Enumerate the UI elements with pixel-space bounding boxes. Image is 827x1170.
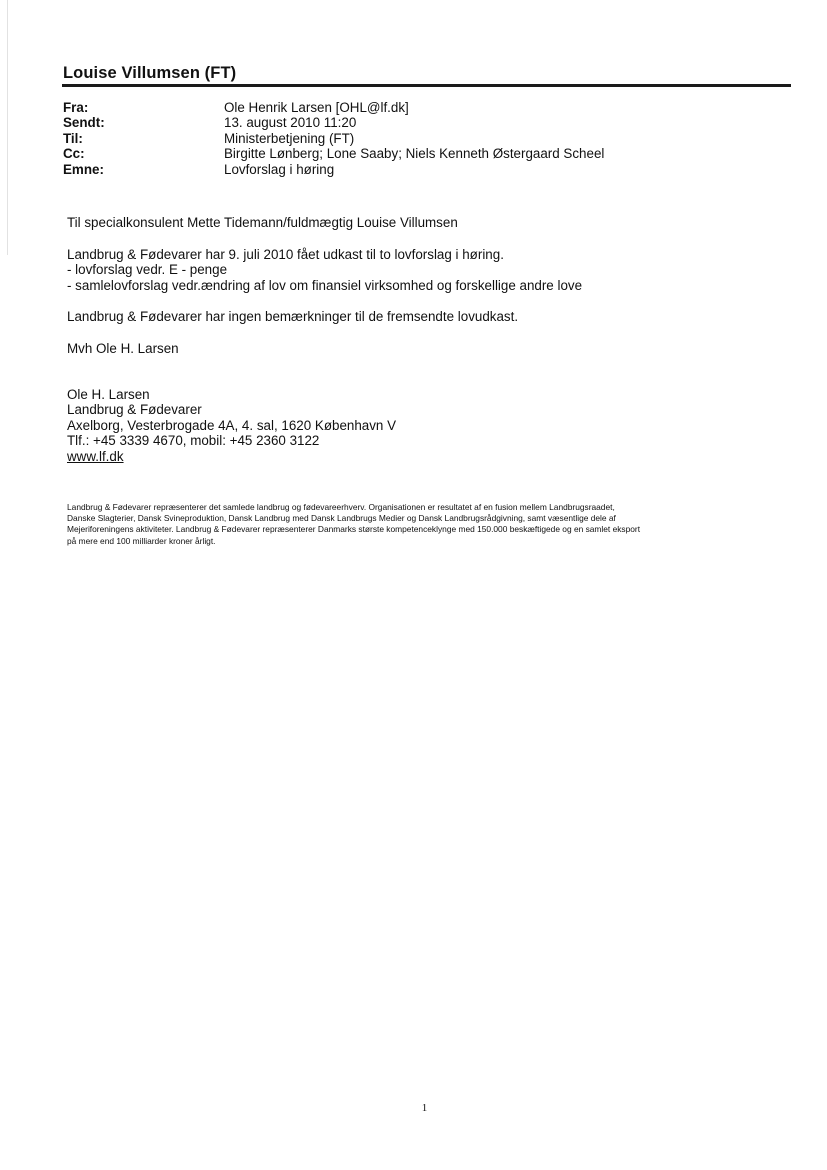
from-label: Fra: — [63, 100, 89, 115]
statement-paragraph: Landbrug & Fødevarer har ingen bemærkninger til de fremsendte lovudkast. — [67, 309, 519, 325]
subject-row — [63, 162, 783, 177]
sent-label: Sendt: — [63, 115, 105, 131]
signature-name: Ole H. Larsen — [67, 386, 150, 402]
signature-address: Axelborg, Vesterbrogade 4A, 4. sal, 1620 København V — [67, 417, 397, 433]
mailbox-owner-name: Louise Villumsen (FT) — [63, 64, 237, 82]
cc-label: Cc: — [63, 146, 85, 162]
sent-row — [63, 115, 783, 130]
list-item: - samlelovforslag vedr.ændring af lov om finansiel virksomhed og forskellige andre love — [67, 277, 583, 293]
from-row — [63, 100, 783, 115]
disclaimer-line: Landbrug & Fødevarer repræsenterer det samlede landbrug og fødevareerhverv. Organisationen er resultatet af en fusion mellem Landbrugsraadet, — [67, 502, 615, 512]
subject-value: Lovforslag i høring — [224, 161, 335, 177]
to-label: Til: — [63, 130, 83, 146]
email-header-fields — [63, 100, 783, 177]
signature-phone: Tlf.: +45 3339 4670, mobil: +45 2360 3122 — [67, 433, 320, 449]
disclaimer-line: på mere end 100 milliarder kroner årligt. — [67, 535, 216, 546]
disclaimer-line: Danske Slagterier, Dansk Svineproduktion, Dansk Landbrug med Dansk Landbrugs Medier og Dansk Landbrugsrådgivning, samt væsentlige dele af — [67, 513, 616, 524]
website-link[interactable]: www.lf.dk — [67, 448, 124, 464]
page-number: 1 — [421, 1102, 428, 1114]
cc-value: Birgitte Lønberg; Lone Saaby; Niels Kenneth Østergaard Scheel — [224, 146, 605, 162]
intro-paragraph: Landbrug & Fødevarer har 9. juli 2010 fået udkast til to lovforslag i høring. — [67, 246, 504, 262]
sent-value: 13. august 2010 11:20 — [224, 115, 357, 131]
email-body — [67, 215, 787, 465]
from-value: Ole Henrik Larsen [OHL@lf.dk] — [224, 100, 409, 115]
list-item: - lovforslag vedr. E - penge — [67, 262, 228, 278]
to-row — [63, 131, 783, 146]
signature-org: Landbrug & Fødevarer — [67, 402, 202, 418]
closing: Mvh Ole H. Larsen — [67, 340, 179, 356]
subject-label: Emne: — [63, 161, 104, 177]
scan-edge-line — [7, 0, 8, 255]
cc-row — [63, 146, 783, 161]
header-divider — [62, 84, 791, 87]
disclaimer-line: Mejeriforeningens aktiviteter. Landbrug & Fødevarer repræsenterer Danmarks største kompetenceklynge med 150.000 beskæftigede og en samlet eksport — [67, 524, 641, 535]
salutation: Til specialkonsulent Mette Tidemann/fuldmægtig Louise Villumsen — [67, 215, 458, 230]
to-value: Ministerbetjening (FT) — [224, 130, 355, 146]
organisation-disclaimer — [67, 502, 789, 547]
